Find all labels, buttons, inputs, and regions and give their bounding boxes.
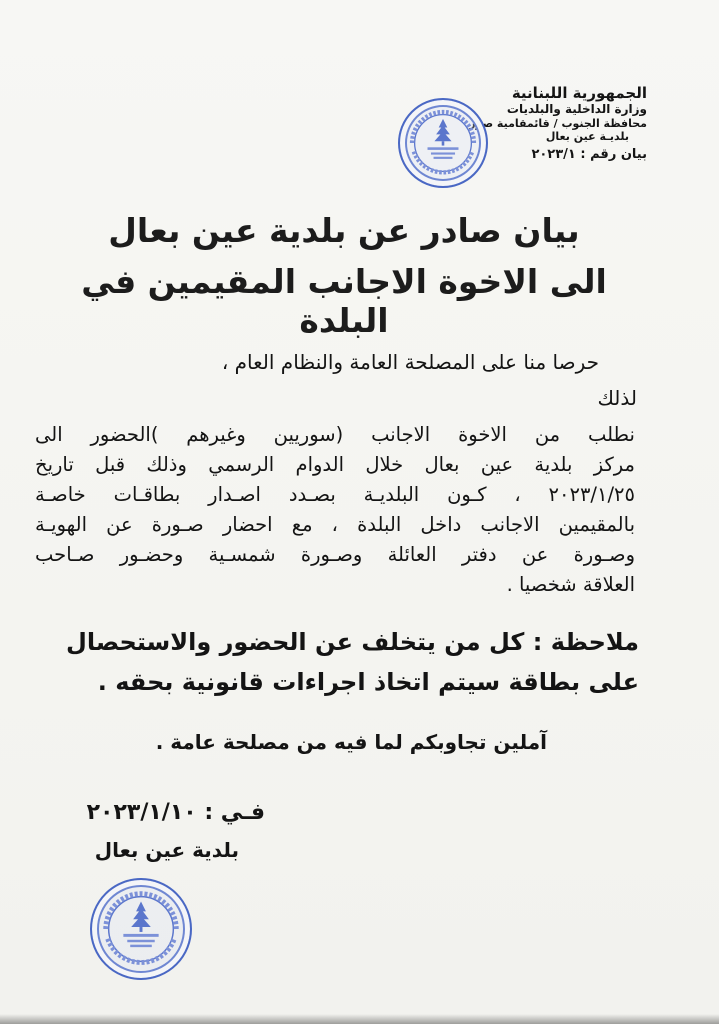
- note-line: على بطاقة سيتم اتخاذ اجراءات قانونية بحقه .: [97, 668, 639, 696]
- header-municipality: بلديـة عين بعال: [545, 130, 629, 144]
- body-line: بالمقيمين الاجانب داخل البلدة ، مع احضار صـورة عن الهويـة: [35, 513, 635, 536]
- statement-subtitle: الى الاخوة الاجانب المقيمين في البلدة: [81, 262, 607, 340]
- body-line: وصـورة عن دفتر العائلة وصـورة شمسـية وحضـور صـاحب: [35, 543, 635, 566]
- issue-date: فـي : ٢٠٢٣/١/١٠: [86, 800, 265, 825]
- header-republic: الجمهورية اللبنانية: [511, 84, 647, 102]
- signature-block: بلدية عين بعال: [94, 838, 239, 862]
- page-bottom-edge: [0, 1014, 719, 1024]
- seal-stamp-icon: [398, 98, 488, 188]
- seal-stamp-icon: [90, 878, 192, 980]
- intro-paragraph: حرصا منا على المصلحة العامة والنظام العام ،: [221, 350, 599, 374]
- header-statement-number: بيان رقم : ٢٠٢٣/١: [531, 146, 647, 162]
- header-governorate: محافظة الجنوب / قائمقامية صور: [469, 116, 647, 130]
- therefore-word: لذلك: [597, 386, 637, 410]
- note-line: ملاحظة : كل من يتخلف عن الحضور والاستحصال: [66, 628, 639, 656]
- body-line: ٢٠٢٣/١/٢٥ ، كـون البلديـة بصـدد اصـدار بطاقـات خاصـة: [35, 483, 635, 506]
- closing-line: آملين تجاوبكم لما فيه من مصلحة عامة .: [155, 730, 547, 754]
- body-paragraph: [35, 420, 635, 600]
- statement-title: بيان صادر عن بلدية عين بعال: [108, 211, 580, 250]
- body-line: العلاقة شخصيا .: [506, 573, 635, 596]
- body-line: نطلب من الاخوة الاجانب (سوريين وغيرهم )الحضور الى: [35, 423, 635, 446]
- note-block: [29, 622, 639, 702]
- body-line: مركز بلدية عين بعال خلال الدوام الرسمي وذلك قبل تاريخ: [35, 453, 635, 476]
- header-ministry: وزارة الداخلية والبلديات: [506, 102, 647, 117]
